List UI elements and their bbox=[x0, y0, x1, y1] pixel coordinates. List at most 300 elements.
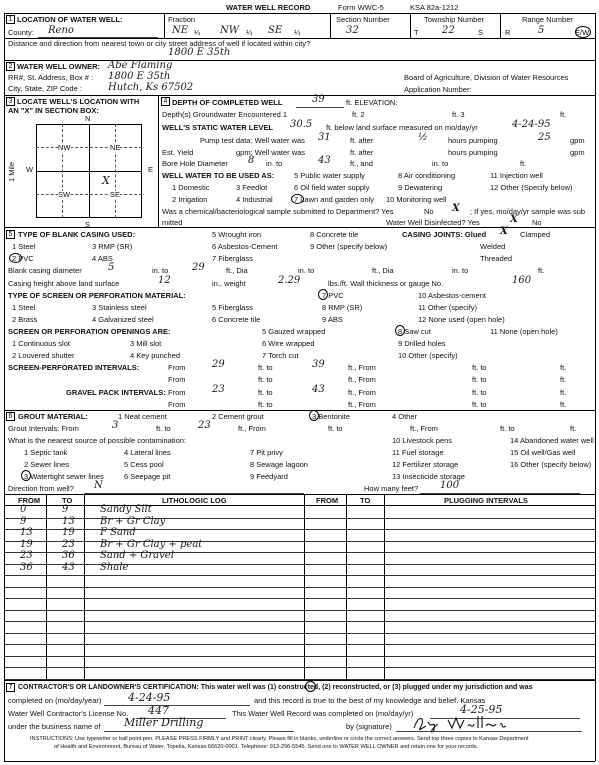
src-item-12: 12 Fertilizer storage bbox=[392, 460, 459, 469]
screen-item-2: 2 Brass bbox=[12, 315, 38, 324]
pump-test-gpm-unit: gpm bbox=[570, 136, 585, 145]
static-level-date: 4-24-95 bbox=[512, 119, 551, 130]
gpi-ft-from-2: ft., From bbox=[348, 400, 376, 409]
gpi-ft-to-4: ft. to bbox=[472, 400, 487, 409]
grout-from-value: 3 bbox=[112, 420, 119, 431]
casing-welded: Welded bbox=[480, 242, 506, 251]
spi-ft-from: ft., From bbox=[348, 363, 376, 372]
log-row-description: F Sand bbox=[100, 527, 136, 538]
quadrant-se: SE bbox=[110, 190, 121, 199]
src-item-14: 14 Abandoned water well bbox=[510, 436, 594, 445]
casing-height-in: in., weight bbox=[212, 279, 246, 288]
quadrant-sw: SW bbox=[58, 190, 71, 199]
application-number-label: Application Number: bbox=[404, 85, 472, 94]
section-3-number: 3 bbox=[6, 97, 15, 106]
grout-3-circle bbox=[309, 410, 319, 421]
src-item-11: 11 Fuel storage bbox=[392, 448, 444, 457]
use-item-3: 3 Feedlot bbox=[236, 183, 268, 192]
spi-ft-to-2: ft. to bbox=[472, 363, 487, 372]
screen-material-title: TYPE OF SCREEN OR PERFORATION MATERIAL: bbox=[8, 291, 186, 300]
spi-ft-to-1: ft. to bbox=[258, 363, 273, 372]
use-label: WELL WATER TO BE USED AS: bbox=[162, 171, 275, 180]
chem-sample-mitted: mitted bbox=[162, 218, 183, 227]
log-row-from: 13 bbox=[20, 527, 33, 538]
use-item-7: 7 Lawn and garden only bbox=[294, 195, 375, 204]
certification-line-2b: and this record is true to the best of my knowledge and belief. Kansas bbox=[254, 696, 486, 705]
log-row-description: Sand + Gravel bbox=[100, 550, 174, 561]
use-item-1: 1 Domestic bbox=[172, 183, 210, 192]
grout-title: GROUT MATERIAL: bbox=[18, 412, 88, 421]
range-label: Range Number bbox=[522, 15, 573, 24]
src-item-6: 6 Seepage pit bbox=[124, 472, 171, 481]
gpi-ft-from: ft., From bbox=[348, 388, 376, 397]
use-item-12: 12 Other (Specify below) bbox=[490, 183, 573, 192]
screen-item-6: 6 Concrete tile bbox=[212, 315, 261, 324]
instructions-line-1: INSTRUCTIONS: Use typewriter or ball point pen. PLEASE PRESS FIRMLY and PRINT clearly. Please fill in blanks, underline or circle the correct answers. Send top three copies to Kansas Department bbox=[30, 736, 529, 742]
frame-left bbox=[4, 13, 5, 761]
use-item-6: 6 Oil field water supply bbox=[294, 183, 370, 192]
opening-item-4: 4 Key punched bbox=[130, 351, 181, 360]
src-item-9: 9 Feedyard bbox=[250, 472, 288, 481]
use-item-4: 4 Industrial bbox=[236, 195, 273, 204]
quarter-1: NE bbox=[172, 25, 189, 36]
use-item-11: 11 Injection well bbox=[490, 171, 543, 180]
screen-item-11: 11 Other (specify) bbox=[418, 303, 478, 312]
gpi-from-1: From bbox=[168, 388, 186, 397]
casing-item-9: 9 Other (specify below) bbox=[310, 242, 388, 251]
certification-line-1: CONTRACTOR'S OR LANDOWNER'S CERTIFICATION: This water well was (1) constructed, (2) reconstructed, or (3) plugged under my jurisdiction and was bbox=[18, 684, 533, 691]
quarter-2: NW bbox=[220, 25, 240, 36]
signature-underline bbox=[396, 731, 582, 732]
record-completed-date: 4-25-95 bbox=[460, 703, 503, 716]
src-item-5: 5 Cess pool bbox=[124, 460, 164, 469]
section-1-title: LOCATION OF WATER WELL: bbox=[17, 15, 123, 24]
yield-gpm-label: gpm: Well water was bbox=[236, 148, 306, 157]
business-underline bbox=[104, 731, 294, 732]
src-item-8: 8 Sewage lagoon bbox=[250, 460, 308, 469]
log-row-rule bbox=[4, 621, 595, 622]
grout-to-value: 23 bbox=[198, 420, 211, 431]
grout-ft-to: ft. to bbox=[156, 424, 171, 433]
casing-threaded: Threaded bbox=[480, 254, 513, 263]
constructed-circle bbox=[305, 681, 316, 692]
range-suffix: E/W bbox=[575, 28, 590, 37]
bore-label: Bore Hole Diameter bbox=[162, 159, 228, 168]
log-row-rule bbox=[4, 564, 595, 565]
log-row-rule bbox=[4, 610, 595, 611]
opening-item-7: 7 Torch cut bbox=[262, 351, 299, 360]
yield-hours: hours pumping bbox=[448, 148, 498, 157]
log-row-to: 13 bbox=[62, 515, 75, 527]
use-item-10: 10 Monitoring well bbox=[386, 195, 447, 204]
divider-section bbox=[330, 13, 331, 38]
yield-label: Est. Yield bbox=[162, 148, 194, 157]
casing-item-5: 5 Wrought iron bbox=[212, 230, 262, 239]
openings-title: SCREEN OR PERFORATION OPENINGS ARE: bbox=[8, 327, 171, 336]
grout-4: 4 Other bbox=[392, 412, 418, 421]
mile-label: 1 Mile bbox=[7, 161, 16, 182]
chem-sample-no: No bbox=[424, 207, 434, 216]
log-row-from: 19 bbox=[20, 538, 33, 550]
township-prefix: T bbox=[414, 28, 419, 37]
casing-item-2: 2 PVC bbox=[12, 254, 34, 263]
spi-from-2: From bbox=[168, 375, 186, 384]
casing-joints-mark: X bbox=[500, 226, 508, 237]
pump-test-gpm: 25 bbox=[538, 132, 551, 143]
gpi-from-value: 23 bbox=[212, 384, 225, 395]
quarter-mark-1: ¼ bbox=[194, 28, 201, 37]
depth-unit: ft. ELEVATION: bbox=[346, 98, 398, 107]
quarter-mark-3: ¼ bbox=[294, 28, 301, 37]
direction-value: N bbox=[94, 480, 103, 491]
casing-joints-label: CASING JOINTS: Glued bbox=[402, 230, 487, 239]
pump-test-level: 31 bbox=[318, 132, 331, 143]
use-7-circle bbox=[291, 194, 304, 204]
bore-diameter: 8 bbox=[248, 155, 255, 166]
log-header-from: FROM bbox=[18, 496, 41, 505]
casing-weight-tail: lbs./ft. Wall thickness or gauge No. bbox=[328, 279, 444, 288]
spi-ft-to-3: ft. to bbox=[258, 375, 273, 384]
log-header-plugging: PLUGGING INTERVALS bbox=[444, 496, 528, 505]
record-completed-label: This Water Well Record was completed on (mo/day/yr) bbox=[232, 709, 414, 718]
casing-item-6: 6 Asbestos-Cement bbox=[212, 242, 278, 251]
license-value: 447 bbox=[148, 704, 169, 717]
opening-item-10: 10 Other (specify) bbox=[398, 351, 458, 360]
section-6-number: 6 bbox=[6, 412, 15, 421]
quadrant-ne: NE bbox=[110, 143, 121, 152]
gpi-ft-end-2: ft. bbox=[560, 400, 567, 409]
county-label: County: bbox=[8, 28, 34, 37]
divider-township bbox=[410, 13, 411, 38]
divider-section-3 bbox=[158, 95, 159, 227]
log-row-rule bbox=[4, 518, 595, 519]
log-row-from: 23 bbox=[20, 550, 33, 561]
rule-3 bbox=[4, 95, 595, 96]
grout-ft: ft. bbox=[570, 424, 577, 433]
casing-item-7: 7 Fiberglass bbox=[212, 254, 253, 263]
pump-test-hours-label: hours pumping bbox=[448, 136, 498, 145]
owner-address: 1800 E 35th bbox=[108, 71, 171, 82]
address-label: RR#, St. Address, Box # : bbox=[8, 73, 94, 82]
spi-from-1: From bbox=[168, 363, 186, 372]
section-3-title-2: AN "X" IN SECTION BOX: bbox=[8, 106, 99, 115]
compass-w: W bbox=[26, 165, 34, 174]
depth-value: 39 bbox=[312, 94, 325, 105]
instructions-line-2: of Health and Environment, Bureau of Water, Topeka, Kansas 66620-0001. Telephone: 913-296-5545. Send one to WATER WELL OWNER and retain one for your records. bbox=[54, 744, 479, 750]
township-label: Township Number bbox=[424, 15, 485, 24]
gpi-ft-end: ft. bbox=[560, 388, 567, 397]
section-box-dash-3 bbox=[36, 147, 142, 148]
section-box-dash-4 bbox=[36, 194, 142, 195]
pump-test-after: ft. after bbox=[350, 136, 374, 145]
blank-casing-in-to-3: in. to bbox=[452, 266, 469, 275]
yield-after: ft. after bbox=[350, 148, 374, 157]
casing-height-label: Casing height above land surface bbox=[8, 279, 120, 288]
log-row-rule bbox=[4, 529, 595, 530]
casing-item-8: 8 Concrete tile bbox=[310, 230, 359, 239]
opening-8-circle bbox=[395, 325, 405, 336]
log-row-description: Shale bbox=[100, 561, 129, 573]
grout-ft-from: ft., From bbox=[238, 424, 266, 433]
spi-from-value: 29 bbox=[212, 359, 225, 370]
screen-item-1: 1 Steel bbox=[12, 303, 36, 312]
screen-item-10: 10 Asbestos-cement bbox=[418, 291, 486, 300]
spi-ft-from-2: ft., From bbox=[348, 375, 376, 384]
blank-casing-in-to-2: in. to bbox=[298, 266, 315, 275]
pump-test-label: Pump test data: Well water was bbox=[200, 136, 305, 145]
section-5-number: 5 bbox=[6, 230, 15, 239]
opening-item-2: 2 Louvered shutter bbox=[12, 351, 75, 360]
log-row-description: Br + Gr Clay bbox=[100, 515, 166, 527]
chem-sample-mark: X bbox=[452, 203, 460, 214]
signature-label: by (signature) bbox=[346, 722, 392, 731]
log-header-lithologic: LITHOLOGIC LOG bbox=[162, 496, 227, 505]
log-row-rule bbox=[4, 644, 595, 645]
grout-intervals-label: Grout Intervals: From bbox=[8, 424, 79, 433]
blank-casing-label: Blank casing diameter bbox=[8, 266, 82, 275]
bore-ft: ft. bbox=[520, 159, 527, 168]
divider-fraction bbox=[164, 13, 165, 38]
section-number-label: Section Number bbox=[336, 15, 390, 24]
log-row-to: 36 bbox=[62, 550, 75, 561]
log-row-rule bbox=[4, 667, 595, 668]
section-7-number: 7 bbox=[6, 683, 15, 692]
section-2-title: WATER WELL OWNER: bbox=[17, 62, 101, 71]
log-row-description: Sandy Silt bbox=[100, 504, 152, 515]
spi-ft-end-2: ft. bbox=[560, 375, 567, 384]
bore-in-to: in. to bbox=[266, 159, 283, 168]
quadrant-nw: NW bbox=[58, 143, 71, 152]
spi-ft-to-4: ft. to bbox=[472, 375, 487, 384]
groundwater-label: Depth(s) Groundwater Encountered 1 bbox=[162, 110, 288, 119]
grout-ft-to-3: ft. to bbox=[500, 424, 515, 433]
section-box-dash-1 bbox=[62, 124, 63, 218]
casing-2-circle bbox=[9, 253, 22, 263]
opening-item-11: 11 None (open hole) bbox=[490, 327, 558, 336]
disinfected-label: Water Well Disinfected? Yes bbox=[386, 218, 480, 227]
opening-item-3: 3 Mill slot bbox=[130, 339, 162, 348]
src-item-7: 7 Pit privy bbox=[250, 448, 283, 457]
compass-n: N bbox=[85, 114, 91, 123]
log-row-to: 9 bbox=[62, 504, 69, 515]
township-suffix: S bbox=[478, 28, 484, 37]
log-header-to-2: TO bbox=[360, 496, 371, 505]
completed-date-underline bbox=[104, 705, 250, 706]
spi-label: SCREEN-PERFORATED INTERVALS: bbox=[8, 363, 140, 372]
spi-to-value: 39 bbox=[312, 359, 325, 370]
depth-underline bbox=[296, 107, 344, 108]
rule-5 bbox=[4, 410, 595, 411]
gpi-from-2: From bbox=[168, 400, 186, 409]
log-row-from: 9 bbox=[20, 515, 27, 527]
groundwater-2: ft. 2 bbox=[352, 110, 365, 119]
certification-completed-label: completed on (mo/day/year) bbox=[8, 696, 102, 705]
board-label: Board of Agriculture, Division of Water Resources bbox=[404, 73, 569, 82]
log-row-rule bbox=[4, 598, 595, 599]
src-item-10: 10 Livestock pens bbox=[392, 436, 453, 445]
grout-2: 2 Cement grout bbox=[212, 412, 264, 421]
log-row-rule bbox=[4, 575, 595, 576]
section-box-horiz bbox=[36, 171, 142, 172]
gpi-label: GRAVEL PACK INTERVALS: bbox=[66, 388, 166, 397]
distance-label: Distance and direction from nearest town or city street address of well if located within city? bbox=[8, 39, 311, 48]
blank-casing-dia: ft., Dia bbox=[226, 266, 248, 275]
blank-casing-dia-2: ft., Dia bbox=[372, 266, 394, 275]
src-item-2: 2 Sewer lines bbox=[24, 460, 70, 469]
gpi-ft-to-1: ft. to bbox=[258, 388, 273, 397]
casing-item-3: 3 RMP (SR) bbox=[92, 242, 133, 251]
range-value: 5 bbox=[538, 25, 545, 36]
how-many-feet-label: How many feet? bbox=[364, 484, 419, 493]
range-e-circle bbox=[575, 26, 591, 38]
opening-item-5: 5 Gauzed wrapped bbox=[262, 327, 326, 336]
screen-item-7: 7 PVC bbox=[322, 291, 344, 300]
src-3-circle bbox=[21, 470, 31, 481]
section-3-title-1: LOCATE WELL'S LOCATION WITH bbox=[17, 97, 140, 106]
casing-item-1: 1 Steel bbox=[12, 242, 36, 251]
log-header-from-2: FROM bbox=[316, 496, 339, 505]
gpi-ft-to-2: ft. to bbox=[472, 388, 487, 397]
owner-city: Hutch, Ks 67502 bbox=[108, 82, 194, 93]
log-row-rule bbox=[4, 633, 595, 634]
owner-name: Abe Flaming bbox=[108, 60, 173, 71]
log-row-rule bbox=[4, 541, 595, 542]
opening-item-9: 9 Drilled holes bbox=[398, 339, 446, 348]
quarter-mark-2: ¼ bbox=[246, 28, 253, 37]
frame-right bbox=[595, 13, 596, 761]
static-level-label: WELL'S STATIC WATER LEVEL bbox=[162, 123, 273, 132]
statute-reference: KSA 82a-1212 bbox=[410, 3, 459, 12]
license-label: Water Well Contractor's License No. bbox=[8, 709, 129, 718]
blank-casing-depth: 29 bbox=[192, 262, 205, 273]
completed-date: 4-24-95 bbox=[128, 691, 171, 704]
screen-7-circle bbox=[318, 289, 328, 300]
spi-ft-end: ft. bbox=[560, 363, 567, 372]
src-item-3: 3 Watertight sewer lines bbox=[24, 472, 104, 481]
divider-range bbox=[500, 13, 501, 38]
frame-bottom bbox=[4, 761, 595, 762]
bore-in-to-2: in. to bbox=[432, 159, 449, 168]
disinfected-no: No bbox=[532, 218, 542, 227]
groundwater-end: ft. bbox=[560, 110, 567, 119]
business-label: under the business name of bbox=[8, 722, 101, 731]
disinfected-mark: X bbox=[510, 214, 518, 225]
form-title: WATER WELL RECORD bbox=[226, 3, 311, 12]
use-item-8: 8 Air conditioning bbox=[398, 171, 456, 180]
chem-sample-tail: ; If yes, mo/day/yr sample was sub bbox=[470, 207, 586, 216]
well-location-mark: X bbox=[102, 174, 110, 187]
screen-item-12: 12 None used (open hole) bbox=[418, 315, 505, 324]
log-row-to: 43 bbox=[62, 561, 75, 573]
casing-gauge: 160 bbox=[512, 275, 532, 286]
city-label: City, State, ZIP Code : bbox=[8, 84, 82, 93]
rule-6 bbox=[4, 494, 595, 495]
use-item-9: 9 Dewatering bbox=[398, 183, 443, 192]
log-row-rule bbox=[4, 552, 595, 553]
use-item-2: 2 Irrigation bbox=[172, 195, 208, 204]
static-level-tail: ft. below land surface measured on mo/day/yr bbox=[326, 123, 478, 132]
use-item-5: 5 Public water supply bbox=[294, 171, 365, 180]
bore-depth: 43 bbox=[318, 155, 331, 166]
section-number-value: 32 bbox=[346, 25, 359, 36]
grout-1: 1 Neat cement bbox=[118, 412, 167, 421]
opening-item-6: 6 Wire wrapped bbox=[262, 339, 315, 348]
county-value: Reno bbox=[48, 25, 74, 36]
casing-weight: 2.29 bbox=[278, 275, 301, 286]
distance-value: 1800 E 35th bbox=[168, 47, 231, 58]
screen-item-5: 5 Fiberglass bbox=[212, 303, 253, 312]
log-row-to: 23 bbox=[62, 538, 75, 550]
screen-item-9: 9 ABS bbox=[322, 315, 343, 324]
opening-item-8: 8 Saw cut bbox=[398, 327, 431, 336]
src-item-4: 4 Lateral lines bbox=[124, 448, 171, 457]
casing-height-value: 12 bbox=[158, 275, 171, 286]
section-4-number: 4 bbox=[161, 97, 170, 106]
direction-label: Direction from well? bbox=[8, 484, 74, 493]
screen-item-3: 3 Stainless steel bbox=[92, 303, 147, 312]
src-item-13: 13 Insecticide storage bbox=[392, 472, 465, 481]
grout-3: 3 Bentonite bbox=[312, 412, 350, 421]
blank-casing-diameter: 5 bbox=[108, 262, 115, 273]
log-header-to: TO bbox=[62, 496, 73, 505]
depth-label: DEPTH OF COMPLETED WELL bbox=[172, 98, 283, 107]
bore-and: ft., and bbox=[350, 159, 373, 168]
src-item-1: 1 Septic tank bbox=[24, 448, 68, 457]
quarter-3: SE bbox=[268, 25, 283, 36]
section-box-dash-2 bbox=[115, 124, 116, 218]
blank-casing-ft: ft. bbox=[538, 266, 545, 275]
frame-top bbox=[4, 13, 595, 14]
chem-sample-label: Was a chemical/bacteriological sample submitted to Department? Yes bbox=[162, 207, 394, 216]
section-5-title: TYPE OF BLANK CASING USED: bbox=[18, 230, 136, 239]
rule-2 bbox=[4, 60, 595, 61]
pump-test-hours: ½ bbox=[418, 132, 428, 143]
log-row-rule bbox=[4, 656, 595, 657]
screen-item-8: 8 RMP (SR) bbox=[322, 303, 363, 312]
src-item-15: 15 Oil well/Gas well bbox=[510, 448, 576, 457]
yield-gpm-unit: gpm bbox=[570, 148, 585, 157]
log-header-rule bbox=[4, 505, 595, 506]
grout-ft-to-2: ft. to bbox=[328, 424, 343, 433]
groundwater-3: ft. 3 bbox=[452, 110, 465, 119]
src-item-16: 16 Other (specify below) bbox=[510, 460, 592, 469]
casing-joints-clamped: Clamped bbox=[520, 230, 551, 239]
gpi-ft-to-3: ft. to bbox=[258, 400, 273, 409]
log-row-rule bbox=[4, 587, 595, 588]
blank-casing-in-to: in. to bbox=[152, 266, 169, 275]
township-value: 22 bbox=[442, 25, 455, 36]
log-row-from: 36 bbox=[20, 561, 33, 573]
form-number: Form WWC-5 bbox=[338, 3, 384, 12]
grout-ft-from-2: ft., From bbox=[410, 424, 438, 433]
static-level-value: 30.5 bbox=[290, 119, 313, 130]
section-2-number: 2 bbox=[6, 62, 15, 71]
how-many-feet-value: 100 bbox=[440, 480, 460, 491]
gpi-to-value: 43 bbox=[312, 384, 325, 395]
rule-7 bbox=[4, 680, 595, 681]
section-1-number: 1 bbox=[6, 15, 15, 24]
log-row-from: 0 bbox=[20, 504, 27, 515]
range-prefix: R bbox=[505, 28, 511, 37]
business-name: Miller Drilling bbox=[124, 716, 204, 729]
contamination-label: What is the nearest source of possible contamination: bbox=[8, 436, 187, 445]
compass-e: E bbox=[148, 165, 154, 174]
screen-item-4: 4 Galvanized steel bbox=[92, 315, 154, 324]
log-row-to: 19 bbox=[62, 527, 75, 538]
compass-s: S bbox=[85, 220, 91, 229]
casing-item-4: 4 ABS bbox=[92, 254, 113, 263]
opening-item-1: 1 Continuous slot bbox=[12, 339, 70, 348]
